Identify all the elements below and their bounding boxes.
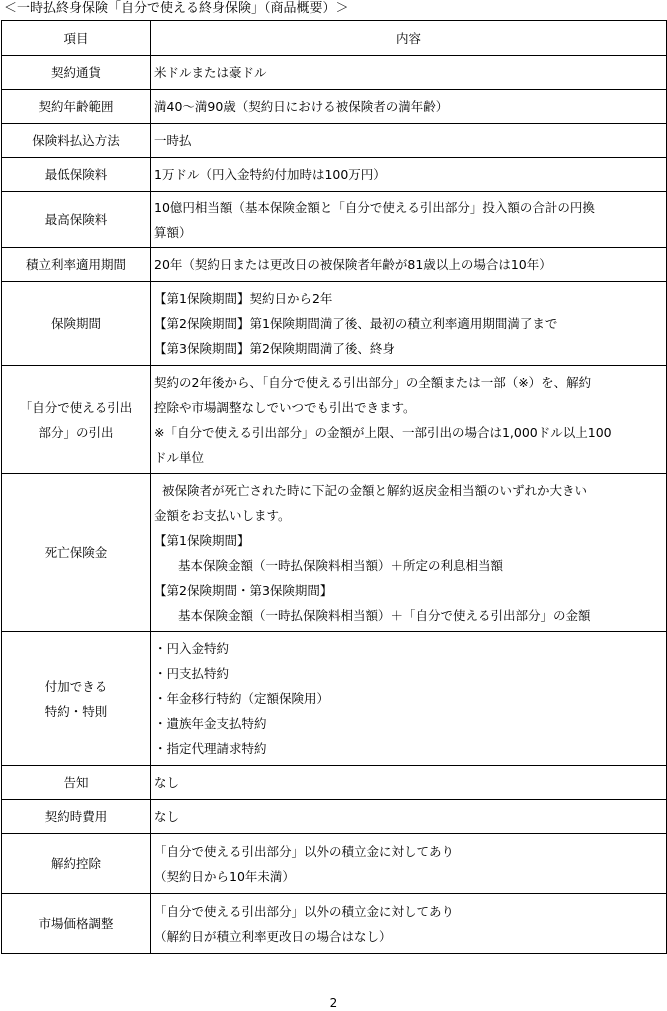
row-key: 最高保険料 [2, 192, 151, 248]
header-value: 内容 [151, 21, 667, 56]
row-withdrawal [2, 366, 667, 474]
row-key: 保険期間 [2, 282, 151, 366]
row-death-benefit [2, 474, 667, 632]
row-key: 契約通貨 [2, 56, 151, 90]
row-min-premium [2, 158, 667, 192]
row-disclosure [2, 766, 667, 800]
row-value: 被保険者が死亡された時に下記の金額と解約返戻金相当額のいずれか大きい 金額をお支払いします。 【第1保険期間】 基本保険金額（一時払保険料相当額）＋所定の利息相当額 【第2保険期間・第3保険期間】 基本保険金額（一時払保険料相当額）＋「自分で使える引出部分」の金額 [151, 474, 667, 632]
row-value: 契約の2年後から、「自分で使える引出部分」の全額または一部（※）を、解約 控除や市場調整なしでいつでも引出できます。 ※「自分で使える引出部分」の金額が上限、一部引出の場合は1,000ドル以上100 ドル単位 [151, 366, 667, 474]
row-insurance-period [2, 282, 667, 366]
row-key: 保険料払込方法 [2, 124, 151, 158]
row-surrender-charge [2, 834, 667, 894]
row-value: 20年（契約日または更改日の被保険者年齢が81歳以上の場合は10年） [151, 248, 667, 282]
row-contract-cost [2, 800, 667, 834]
table-header-row [2, 21, 667, 56]
row-age-range [2, 90, 667, 124]
row-value: 一時払 [151, 124, 667, 158]
row-key: 契約年齢範囲 [2, 90, 151, 124]
row-key: 積立利率適用期間 [2, 248, 151, 282]
row-value: 【第1保険期間】契約日から2年 【第2保険期間】第1保険期間満了後、最初の積立利率適用期間満了まで 【第3保険期間】第2保険期間満了後、終身 [151, 282, 667, 366]
row-key: 市場価格調整 [2, 894, 151, 954]
row-value: 「自分で使える引出部分」以外の積立金に対してあり （解約日が積立利率更改日の場合はなし） [151, 894, 667, 954]
row-key: 最低保険料 [2, 158, 151, 192]
row-key: 「自分で使える引出 部分」の引出 [2, 366, 151, 474]
row-value: 「自分で使える引出部分」以外の積立金に対してあり （契約日から10年未満） [151, 834, 667, 894]
row-value: 満40～満90歳（契約日における被保険者の満年齢） [151, 90, 667, 124]
row-key: 付加できる 特約・特則 [2, 632, 151, 766]
row-key: 死亡保険金 [2, 474, 151, 632]
row-key: 解約控除 [2, 834, 151, 894]
row-payment-method [2, 124, 667, 158]
header-key: 項目 [2, 21, 151, 56]
row-max-premium [2, 192, 667, 248]
row-value: なし [151, 766, 667, 800]
row-value: 1万ドル（円入金特約付加時は100万円） [151, 158, 667, 192]
row-currency [2, 56, 667, 90]
page-title: ＜一時払終身保険「自分で使える終身保険」（商品概要）＞ [4, 1, 349, 16]
row-value: 10億円相当額（基本保険金額と「自分で使える引出部分」投入額の合計の円換 算額） [151, 192, 667, 248]
row-value: ・円入金特約 ・円支払特約 ・年金移行特約（定額保険用） ・遺族年金支払特約 ・指定代理請求特約 [151, 632, 667, 766]
row-rate-period [2, 248, 667, 282]
row-value: 米ドルまたは豪ドル [151, 56, 667, 90]
page-number: 2 [329, 996, 338, 1010]
row-market-adjustment [2, 894, 667, 954]
product-summary-table [1, 20, 667, 954]
row-riders [2, 632, 667, 766]
row-value: なし [151, 800, 667, 834]
row-key: 契約時費用 [2, 800, 151, 834]
row-key: 告知 [2, 766, 151, 800]
